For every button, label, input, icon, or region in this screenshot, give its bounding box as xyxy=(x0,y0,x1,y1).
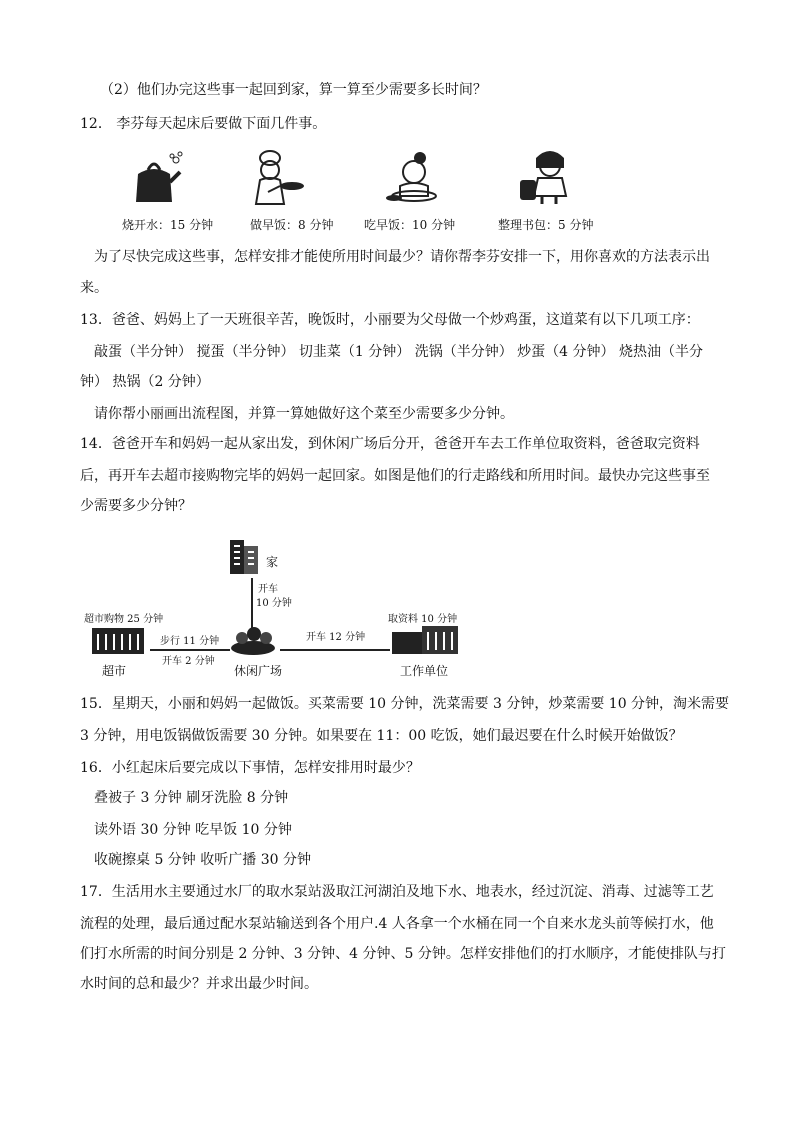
q12-caption-2: 做早饭：8 分钟 xyxy=(250,218,334,232)
q16-row3: 收碗擦桌 5 分钟 收听广播 30 分钟 xyxy=(94,852,311,868)
map-supermarket-label: 超市 xyxy=(102,664,127,678)
q13-line1: 13．爸爸、妈妈上了一天班很辛苦，晚饭时，小丽要为父母做一个炒鸡蛋，这道菜有以下几项工序： xyxy=(80,312,700,328)
map-drive-work-label: 开车 12 分钟 xyxy=(306,632,366,643)
map-home-drive-2: 10 分钟 xyxy=(256,598,292,609)
q13-line2: 敲蛋（半分钟） 搅蛋（半分钟） 切韭菜（1 分钟） 洗锅（半分钟） 炒蛋（4 分钟） 烧热油（半分 xyxy=(94,344,703,360)
q17-line3: 们打水所需的时间分别是 2 分钟、3 分钟、4 分钟、5 分钟。怎样安排他们的打水顺序，才能使排队与打 xyxy=(80,946,726,962)
q17-line1: 17．生活用水主要通过水厂的取水泵站汲取江河湖泊及地下水、地表水，经过沉淀、消毒、过滤等工艺 xyxy=(80,884,714,900)
plaza-icon xyxy=(228,626,278,656)
q15-line2: 3 分钟，用电饭锅做饭需要 30 分钟。如果要在 11：00 吃饭，她们最迟要在什么时候开始做饭？ xyxy=(80,728,683,744)
cooking-icon xyxy=(248,148,308,206)
q12-caption-4: 整理书包：5 分钟 xyxy=(498,218,594,232)
q15-line1: 15．星期天，小丽和妈妈一起做饭。买菜需要 10 分钟，洗菜需要 3 分钟，炒菜需要 10 分钟，淘米需要 xyxy=(80,696,730,712)
map-home-drive-1: 开车 xyxy=(258,584,278,595)
home-building-icon xyxy=(228,536,264,576)
map-walk-label: 步行 11 分钟 xyxy=(160,636,220,647)
q14-line2: 后，再开车去超市接购物完毕的妈妈一起回家。如图是他们的行走路线和所用时间。最快办完这些事至 xyxy=(80,468,710,484)
q14-line1: 14．爸爸开车和妈妈一起从家出发，到休闲广场后分开，爸爸开车去工作单位取资料，爸爸取完资料 xyxy=(80,436,700,452)
q14-line3: 少需要多少分钟？ xyxy=(80,498,192,514)
kettle-icon xyxy=(130,150,186,206)
schoolbag-icon xyxy=(516,146,572,206)
q12-line2: 来。 xyxy=(80,280,108,296)
map-workplace-label: 工作单位 xyxy=(400,664,449,678)
eating-icon xyxy=(384,150,444,206)
map-fetch-label: 取资料 10 分钟 xyxy=(388,614,458,625)
q17-line2: 流程的处理，最后通过配水泵站输送到各个用户.4 人各拿一个水桶在同一个自来水龙头前等候打水，他 xyxy=(80,916,714,932)
map-home-label: 家 xyxy=(266,555,279,569)
supermarket-building-icon xyxy=(90,624,146,656)
q12-caption-1: 烧开水：15 分钟 xyxy=(122,218,214,232)
q11-part2: （2）他们办完这些事一起回到家，算一算至少需要多长时间？ xyxy=(100,82,487,98)
workplace-building-icon xyxy=(390,624,460,656)
q12-stem: 12． 李芬每天起床后要做下面几件事。 xyxy=(80,116,327,132)
q17-line4: 水时间的总和最少？并求出最少时间。 xyxy=(80,976,318,992)
q16-stem: 16．小红起床后要完成以下事情，怎样安排用时最少？ xyxy=(80,760,420,776)
map-plaza-label: 休闲广场 xyxy=(234,664,283,678)
q16-row1: 叠被子 3 分钟 刷牙洗脸 8 分钟 xyxy=(94,790,289,806)
q12-line1: 为了尽快完成这些事，怎样安排才能使所用时间最少？请你帮李芬安排一下，用你喜欢的方法表示出 xyxy=(94,249,710,265)
map-drive-supermarket-label: 开车 2 分钟 xyxy=(162,656,215,667)
q12-caption-3: 吃早饭：10 分钟 xyxy=(364,218,456,232)
map-supermarket-shopping: 超市购物 25 分钟 xyxy=(84,614,164,625)
q13-line3: 钟） 热锅（2 分钟） xyxy=(80,374,210,390)
q13-line4: 请你帮小丽画出流程图，并算一算她做好这个菜至少需要多少分钟。 xyxy=(94,406,514,422)
q16-row2: 读外语 30 分钟 吃早饭 10 分钟 xyxy=(94,822,292,838)
